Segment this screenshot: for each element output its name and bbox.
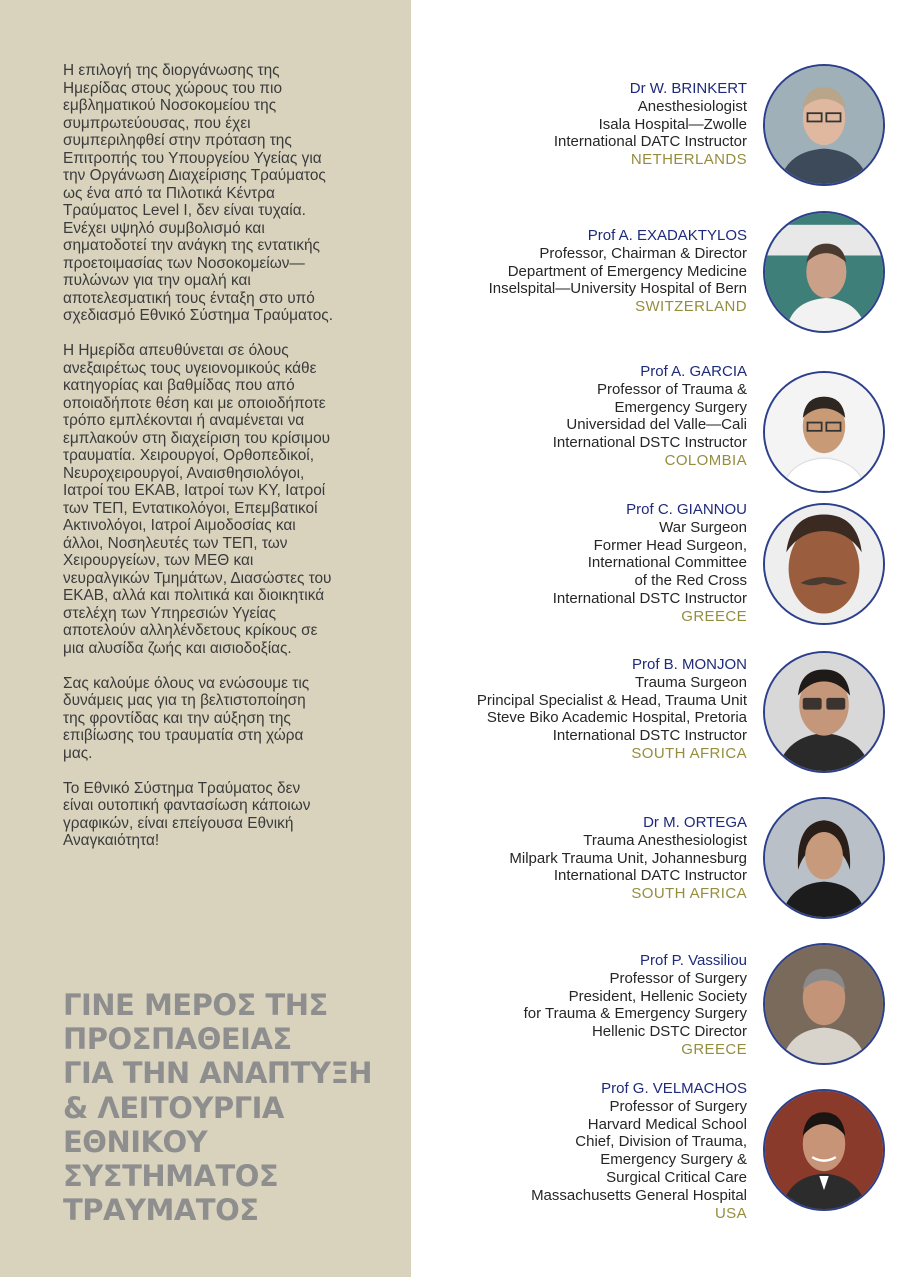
speaker-detail: Steve Biko Academic Hospital, Pretoria — [486, 709, 747, 727]
speaker-detail: Professor of Trauma & — [596, 380, 747, 398]
text-line: ως ένα από τα Πιλοτικά Κέντρα — [63, 184, 275, 202]
portrait-photo — [763, 1089, 885, 1211]
speaker-detail: International DSTC Instructor — [552, 589, 747, 607]
speaker-detail: Chief, Division of Trauma, — [575, 1133, 747, 1151]
speaker-card — [415, 952, 885, 1082]
speaker-detail: Inselspital—University Hospital of Bern — [488, 280, 747, 298]
speaker-detail: Massachusetts General Hospital — [531, 1186, 747, 1204]
speaker-detail: Harvard Medical School — [587, 1115, 747, 1133]
call-to-action-heading — [63, 988, 403, 1227]
speaker-detail: Anesthesiologist — [637, 97, 747, 115]
portrait-photo — [763, 371, 885, 493]
portrait-silhouette — [765, 1091, 883, 1209]
portrait-photo — [763, 651, 885, 773]
intro-paragraph — [63, 675, 385, 763]
text-line: τραυματία. Χειρουργοί, Ορθοπεδικοί, — [63, 447, 314, 464]
speaker-detail: of the Red Cross — [634, 572, 747, 590]
cta-line: ΠΡΟΣΠΑΘΕΙΑΣ — [63, 1022, 292, 1057]
speaker-info — [509, 814, 747, 903]
text-line: Ακτινολόγοι, Ιατροί Αιμοδοσίας και — [63, 517, 296, 534]
text-line: Ιατροί του ΕΚΑΒ, Ιατροί των ΚΥ, Ιατροί — [63, 482, 326, 499]
text-line: της φροντίδας και την αύξηση της — [63, 709, 291, 727]
speaker-info — [531, 1080, 747, 1222]
portrait-silhouette — [765, 66, 883, 184]
speaker-name: Prof C. GIANNOU — [626, 501, 747, 518]
text-line: Νευροχειρουργοί, Αναισθησιολόγοι, — [63, 464, 305, 482]
speaker-card — [415, 1080, 885, 1222]
speaker-detail: International DSTC Instructor — [552, 434, 747, 452]
speaker-detail: Emergency Surgery — [614, 398, 747, 416]
text-line: αποτελούν αλληλένδετους κρίκους σε — [63, 622, 318, 639]
text-line: συμπρωτεύουσας, που έχει — [63, 114, 251, 132]
portrait-photo — [763, 797, 885, 919]
intro-paragraph — [63, 780, 385, 850]
speaker-info — [553, 501, 747, 626]
text-line: ΕΚΑΒ, αλλά και πολιτικά και διοικητικά — [63, 587, 325, 604]
cta-line: ΓΙΑ ΤΗΝ ΑΝΑΠΤΥΞΗ — [63, 1056, 373, 1091]
speaker-card — [415, 80, 885, 210]
text-line: ανεξαιρέτως τους υγειονομικούς κάθε — [63, 359, 317, 377]
text-line: γραφικών, είναι επείγουσα Εθνική — [63, 814, 294, 832]
speaker-country: SWITZERLAND — [635, 298, 747, 316]
text-line: εμβληματικού Νοσοκομείου της — [63, 97, 277, 114]
text-line: άλλοι, Νοσηλευτές των ΤΕΠ, των — [63, 534, 288, 552]
speaker-info — [489, 227, 747, 316]
speaker-detail: Professor, Chairman & Director — [539, 244, 747, 262]
speaker-detail: Trauma Anesthesiologist — [583, 831, 747, 849]
text-line: Η Ημερίδα απευθύνεται σε όλους — [63, 342, 289, 359]
text-line: των ΤΕΠ, Εντατικολόγοι, Επεμβατικοί — [63, 499, 318, 517]
text-line: Ημερίδας στους χώρους του πιο — [63, 79, 283, 97]
text-line: Τραύματος Level I, δεν είναι τυχαία. — [63, 202, 306, 219]
speaker-name: Dr W. BRINKERT — [629, 80, 747, 97]
speaker-detail: Department of Emergency Medicine — [507, 262, 747, 280]
speaker-detail: International DATC Instructor — [553, 867, 747, 885]
speaker-detail: Universidad del Valle—Cali — [566, 416, 747, 434]
text-line: δυνάμεις μας για τη βελτιστοποίηση — [63, 692, 306, 709]
text-line: Το Εθνικό Σύστημα Τραύματος δεν — [63, 779, 301, 797]
text-line: προετοιμασίας των Νοσοκομείων— — [63, 254, 305, 272]
text-line: Σας καλούμε όλους να ενώσουμε τις — [63, 674, 310, 692]
speaker-country: COLOMBIA — [664, 451, 747, 469]
cta-line: & ΛΕΙΤΟΥΡΓΙΑ — [63, 1090, 284, 1125]
cta-line: ΓΙΝΕ ΜΕΡΟΣ ΤΗΣ — [63, 988, 328, 1022]
text-line: σχεδιασμό Εθνικό Σύστημα Τραύματος. — [63, 307, 333, 324]
speaker-country: GREECE — [681, 607, 747, 625]
cta-line: ΣΥΣΤΗΜΑΤΟΣ — [63, 1159, 279, 1194]
portrait-silhouette — [765, 653, 883, 771]
speaker-info — [477, 656, 747, 763]
intro-paragraph — [63, 62, 385, 325]
text-line: την Οργάνωση Διαχείρισης Τραύματος — [63, 167, 326, 184]
cta-line: ΕΘΝΙΚΟΥ — [63, 1124, 208, 1159]
text-line: μια αλυσίδα ζωής και αισιοδοξίας. — [63, 639, 292, 657]
speaker-detail: War Surgeon — [659, 518, 747, 536]
text-line: Επιτροπής του Υπουργείου Υγείας για — [63, 149, 322, 167]
speaker-name: Prof B. MONJON — [631, 656, 747, 673]
speaker-card — [415, 227, 885, 357]
portrait-photo — [763, 943, 885, 1065]
speaker-info — [554, 80, 747, 169]
portrait-photo — [763, 503, 885, 625]
speaker-detail: Professor of Surgery — [609, 1097, 747, 1115]
intro-paragraph — [63, 342, 385, 657]
text-line: κατηγορίας και βαθμίδας που από — [63, 377, 295, 394]
speaker-country: USA — [714, 1204, 747, 1222]
speaker-detail: Former Head Surgeon, — [593, 536, 747, 554]
speaker-country: SOUTH AFRICA — [631, 744, 747, 762]
portrait-silhouette — [765, 799, 883, 917]
text-line: Ενέχει υψηλό συμβολισμό και — [63, 219, 265, 237]
portrait-photo — [763, 64, 885, 186]
text-line: Χειρουργείων, των ΜΕΘ και — [63, 552, 254, 569]
speaker-card — [415, 656, 885, 786]
speaker-detail: Surgical Critical Care — [606, 1168, 747, 1186]
text-line: είναι ουτοπική φαντασίωση κάποιων — [63, 797, 311, 814]
portrait-silhouette — [765, 945, 883, 1063]
speaker-card — [415, 501, 885, 631]
speaker-country: GREECE — [681, 1040, 747, 1058]
speaker-detail: for Trauma & Emergency Surgery — [523, 1005, 747, 1023]
speaker-detail: Emergency Surgery & — [600, 1151, 747, 1169]
portrait-silhouette — [765, 213, 883, 331]
text-line: οποιαδήποτε θέση και με οποιοδήποτε — [63, 394, 326, 412]
speaker-info — [553, 363, 747, 470]
text-line: επιβίωσης του τραυματία στη χώρα — [63, 727, 304, 744]
text-line: πυλώνων για την ομαλή και — [63, 272, 251, 289]
portrait-silhouette — [765, 373, 883, 491]
text-line: μας. — [63, 744, 93, 762]
speaker-detail: Hellenic DSTC Director — [591, 1023, 747, 1041]
text-line: Η επιλογή της διοργάνωσης της — [63, 62, 280, 79]
speaker-country: NETHERLANDS — [630, 151, 747, 169]
speaker-name: Prof A. GARCIA — [640, 363, 747, 380]
text-line: σηματοδοτεί την ανάγκη της εντατικής — [63, 237, 320, 254]
portrait-silhouette — [765, 505, 883, 623]
speaker-detail: Isala Hospital—Zwolle — [598, 115, 747, 133]
speaker-detail: Principal Specialist & Head, Trauma Unit — [476, 691, 747, 709]
text-line: στελέχη των Υπηρεσιών Υγείας — [63, 604, 276, 622]
speaker-detail: President, Hellenic Society — [568, 987, 747, 1005]
speaker-name: Prof G. VELMACHOS — [601, 1080, 747, 1097]
speaker-detail: International DATC Instructor — [553, 133, 747, 151]
speaker-card — [415, 814, 885, 944]
speaker-detail: Milpark Trauma Unit, Johannesburg — [509, 849, 747, 867]
speaker-detail: International Committee — [587, 554, 747, 572]
cta-line: ΤΡΑΥΜΑΤΟΣ — [63, 1193, 259, 1228]
speaker-info — [524, 952, 747, 1059]
speaker-name: Dr M. ORTEGA — [643, 814, 747, 831]
speaker-name: Prof A. EXADAKTYLOS — [587, 227, 747, 244]
text-line: Αναγκαιότητα! — [63, 832, 160, 849]
text-line: συμπεριληφθεί στην πρόταση της — [63, 132, 292, 149]
speaker-detail: Professor of Surgery — [609, 969, 747, 987]
text-line: αποτελεσματική τους ένταξη στο υπό — [63, 289, 315, 307]
text-line: νευραλγικών Τμημάτων, Διασώστες του — [63, 569, 332, 587]
text-line: εμπλακούν στη διαχείριση του κρίσιμου — [63, 429, 331, 447]
speaker-detail: International DSTC Instructor — [552, 727, 747, 745]
speaker-country: SOUTH AFRICA — [631, 885, 747, 903]
portrait-photo — [763, 211, 885, 333]
speaker-detail: Trauma Surgeon — [634, 673, 747, 691]
text-line: τρόπο εμπλέκονται ή αναμένεται να — [63, 412, 305, 429]
speaker-card — [415, 363, 885, 493]
intro-text — [63, 62, 385, 867]
speaker-name: Prof P. Vassiliou — [640, 952, 747, 969]
